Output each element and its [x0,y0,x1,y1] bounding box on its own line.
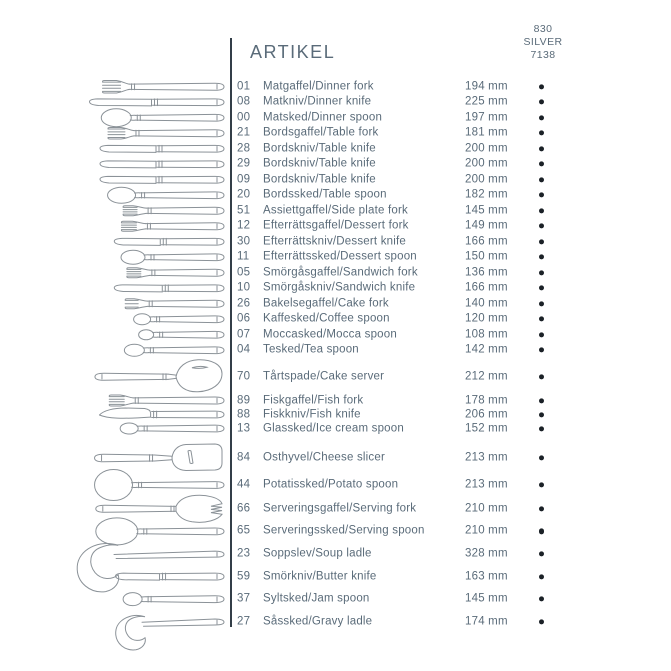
article-number: 70 [237,370,251,382]
table-row [230,520,610,543]
article-name: Fiskkniv/Fish knife [263,407,361,420]
tea-spoon-illustration [124,344,224,356]
article-number: 20 [237,188,251,201]
article-name: Bakelsegaffel/Cake fork [263,297,389,309]
serving-spoon-illustration [96,518,224,545]
article-number: 13 [237,421,251,434]
series-number: 7138 [530,49,556,61]
article-number: 23 [237,547,251,560]
article-length: 200 mm [465,173,508,185]
article-number: 88 [237,407,251,420]
availability-dot [539,239,544,244]
article-number: 51 [237,204,251,216]
availability-dot [539,162,544,167]
availability-dot [539,177,544,182]
table-knife-illustration [100,145,224,152]
availability-dot [539,529,544,534]
article-length: 145 mm [465,204,508,216]
article-group [230,79,610,358]
article-group [230,498,610,634]
article-name: Såssked/Gravy ladle [263,615,373,628]
article-length: 212 mm [465,370,508,382]
table-row [230,126,610,142]
coffee-spoon-illustration [134,314,224,325]
article-length: 328 mm [465,547,508,560]
article-name: Soppslev/Soup ladle [263,547,372,560]
fish-fork-illustration [109,395,224,406]
dessert-knife-illustration [114,238,224,245]
page-title: ARTIKEL [250,42,336,62]
article-group [230,394,610,436]
availability-dot [539,286,544,291]
article-length: 145 mm [465,592,508,605]
article-number: 65 [237,524,251,537]
availability-dot [539,551,544,556]
table-row [230,543,610,566]
article-length: 142 mm [465,343,508,356]
availability-dot [539,100,544,105]
side-plate-fork-illustration [123,206,224,216]
availability-dot [539,193,544,198]
serving-fork-illustration [96,495,222,522]
article-length: 197 mm [465,111,508,123]
mocca-spoon-illustration [139,330,224,340]
article-name: Tårtspade/Cake server [263,370,385,382]
dinner-knife-illustration [90,99,225,106]
availability-dot [539,506,544,511]
article-length: 210 mm [465,524,508,537]
article-length: 200 mm [465,157,508,170]
availability-dot [539,398,544,403]
article-name: Bordsgaffel/Table fork [263,126,379,139]
article-name: Assiettgaffel/Side plate fork [263,204,408,216]
article-length: 174 mm [465,615,508,628]
table-row [230,343,610,359]
article-name: Efterrättskniv/Dessert knife [263,235,407,247]
table-row [230,79,610,95]
article-number: 11 [237,250,250,263]
article-number: 10 [237,281,251,294]
article-name: Tesked/Tea spoon [263,343,359,356]
article-length: 194 mm [465,80,508,92]
availability-dot [539,455,544,460]
article-length: 213 mm [465,451,508,464]
table-row [230,408,610,422]
table-row [230,369,610,385]
table-row [230,188,610,204]
article-number: 29 [237,157,251,170]
fish-knife-illustration [99,408,224,418]
article-name: Matkniv/Dinner knife [263,95,372,108]
availability-dot [539,208,544,213]
table-fork-illustration [108,127,224,139]
article-name: Efterrättsgaffel/Dessert fork [263,219,409,232]
article-number: 26 [237,297,251,309]
availability-dot [539,84,544,89]
availability-dot [539,270,544,275]
article-number: 00 [237,111,251,123]
table-knife-illustration [100,176,224,183]
table-row [230,110,610,126]
article-number: 84 [237,451,251,464]
article-length: 163 mm [465,569,508,582]
article-group [230,478,610,493]
article-group [230,369,610,385]
availability-dot [539,131,544,136]
dessert-spoon-illustration [121,250,224,264]
article-name: Osthyvel/Cheese slicer [263,451,385,464]
table-knife-illustration [100,161,224,168]
article-number: 12 [237,219,251,232]
article-number: 01 [237,80,251,92]
article-length: 166 mm [465,235,508,247]
article-number: 06 [237,312,251,325]
table-row [230,422,610,436]
article-name: Moccasked/Mocca spoon [263,328,397,340]
article-name: Syltsked/Jam spoon [263,592,370,605]
article-name: Kaffesked/Coffee spoon [263,312,390,325]
article-number: 66 [237,502,251,515]
availability-dot [539,374,544,379]
ice-cream-spoon-illustration [120,423,224,434]
gravy-ladle-illustration [116,615,224,650]
article-name: Smörgåskniv/Sandwich knife [263,281,416,294]
article-length: 181 mm [465,126,508,139]
article-length: 166 mm [465,281,508,294]
table-row [230,588,610,611]
article-length: 178 mm [465,393,508,406]
table-row [230,498,610,521]
jam-spoon-illustration [123,593,224,606]
article-name: Serveringsgaffel/Serving fork [263,502,417,515]
article-name: Bordskniv/Table knife [263,142,376,154]
article-length: 200 mm [465,142,508,154]
series-name: SILVER [523,36,563,48]
article-number: 37 [237,592,251,605]
table-row [230,296,610,312]
article-number: 08 [237,95,251,108]
article-length: 149 mm [465,219,508,232]
table-row [230,141,610,157]
article-length: 108 mm [465,328,508,340]
article-length: 152 mm [465,421,508,434]
article-number: 04 [237,343,251,356]
article-name: Fiskgaffel/Fish fork [263,393,364,406]
dessert-fork-illustration [121,221,224,231]
table-row [230,478,610,493]
butter-knife-illustration [116,573,224,580]
potato-spoon-illustration [95,470,224,501]
availability-dot [539,619,544,624]
availability-dot [539,574,544,579]
cake-server-illustration [95,360,222,392]
article-length: 182 mm [465,188,508,201]
article-name: Efterrättssked/Dessert spoon [263,250,417,263]
table-row [230,610,610,633]
article-number: 59 [237,569,251,582]
article-name: Smörgåsgaffel/Sandwich fork [263,266,418,278]
table-row [230,234,610,250]
cake-fork-illustration [125,299,224,309]
article-name: Potatissked/Potato spoon [263,478,399,491]
table-row [230,95,610,111]
availability-dot [539,224,544,229]
sandwich-fork-illustration [127,268,224,278]
availability-dot [539,426,544,431]
cheese-slicer-illustration [95,444,222,471]
article-name: Smörkniv/Butter knife [263,569,377,582]
article-group [230,451,610,466]
article-name: Bordskniv/Table knife [263,157,376,170]
table-row [230,219,610,235]
article-number: 09 [237,173,251,185]
table-row [230,157,610,173]
article-number: 44 [237,478,251,491]
article-name: Bordskniv/Table knife [263,173,376,185]
table-row [230,565,610,588]
article-number: 07 [237,328,251,340]
sandwich-knife-illustration [114,285,224,292]
article-length: 225 mm [465,95,508,108]
availability-dot [539,146,544,151]
article-length: 136 mm [465,266,508,278]
article-name: Matgaffel/Dinner fork [263,80,374,92]
article-length: 210 mm [465,502,508,515]
table-row [230,281,610,297]
article-number: 89 [237,393,251,406]
article-number: 28 [237,142,251,154]
table-row [230,312,610,328]
series-code: 830 [533,23,553,35]
table-spoon-illustration [108,187,224,203]
article-name: Glassked/Ice cream spoon [263,421,404,434]
soup-ladle-illustration [77,544,224,592]
article-number: 05 [237,266,251,278]
article-length: 206 mm [465,407,508,420]
series-header [500,23,586,62]
availability-dot [539,317,544,322]
availability-dot [539,115,544,120]
article-length: 213 mm [465,478,508,491]
table-row [230,172,610,188]
article-number: 30 [237,235,251,247]
dinner-fork-illustration [103,81,224,93]
availability-dot [539,255,544,260]
availability-dot [539,597,544,602]
table-row [230,394,610,408]
table-row [230,203,610,219]
article-number: 21 [237,126,251,139]
table-row [230,327,610,343]
dinner-spoon-illustration [101,109,224,127]
availability-dot [539,332,544,337]
article-name: Serveringssked/Serving spoon [263,524,425,537]
availability-dot [539,348,544,353]
availability-dot [539,412,544,417]
article-name: Matsked/Dinner spoon [263,111,383,123]
availability-dot [539,301,544,306]
article-length: 150 mm [465,250,508,263]
article-number: 27 [237,615,251,628]
article-length: 120 mm [465,312,508,325]
table-row [230,265,610,281]
article-table [230,79,610,633]
availability-dot [539,482,544,487]
table-row [230,451,610,466]
article-name: Bordssked/Table spoon [263,188,387,201]
table-row [230,250,610,266]
article-length: 140 mm [465,297,508,309]
